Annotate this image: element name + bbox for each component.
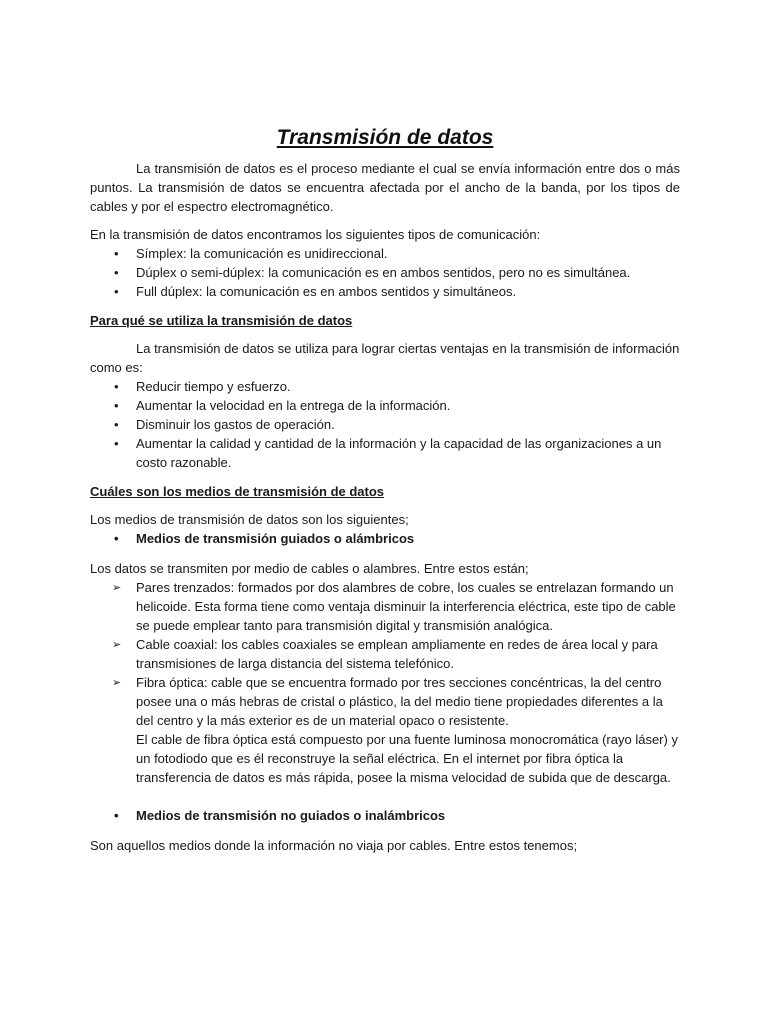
section-heading-uses: Para qué se utiliza la transmisión de datos — [90, 313, 353, 328]
guided-intro-paragraph: Los datos se transmiten por medio de cables o alambres. Entre estos están; — [90, 561, 529, 576]
intro-paragraph: La transmisión de datos es el proceso mediante el cual se envía información entre dos o más puntos. La transmisión de datos se encuentra afectada por el ancho de la banda, por los tipos de cables y por el espectro electromagnético. — [90, 161, 680, 214]
list-item: • Aumentar la velocidad en la entrega de la información. — [90, 396, 680, 415]
guided-media-list — [90, 578, 680, 787]
list-item: ➢ Pares trenzados: formados por dos alambres de cobre, los cuales se entrelazan formando un helicoide. Esta forma tiene como ventaja disminuir la interferencia eléctrica, este tipo de cable se puede emplear tanto para transmisión digital y transmisión analógica. — [90, 578, 680, 635]
types-intro-paragraph: En la transmisión de datos encontramos los siguientes tipos de comunicación: — [90, 227, 541, 242]
list-item: • Full dúplex: la comunicación es en ambos sentidos y simultáneos. — [90, 282, 680, 301]
subsection-heading-unguided: • Medios de transmisión no guiados o inalámbricos — [90, 806, 680, 825]
guided-media-heading-list — [90, 529, 680, 548]
uses-paragraph: La transmisión de datos se utiliza para lograr ciertas ventajas en la transmisión de información como es: — [90, 341, 680, 375]
list-item: • Disminuir los gastos de operación. — [90, 415, 680, 434]
list-item: • Dúplex o semi-dúplex: la comunicación es en ambos sentidos, pero no es simultánea. — [90, 263, 680, 282]
list-item: • Símplex: la comunicación es unidireccional. — [90, 244, 680, 263]
advantages-list — [90, 377, 680, 472]
unguided-media-heading-list — [90, 806, 680, 825]
list-item: ➢ Cable coaxial: los cables coaxiales se emplean ampliamente en redes de área local y para transmisiones de larga distancia del sistema telefónico. — [90, 635, 680, 673]
subsection-heading-guided: • Medios de transmisión guiados o alámbricos — [90, 529, 680, 548]
page-title: Transmisión de datos — [276, 126, 494, 149]
list-item: • Reducir tiempo y esfuerzo. — [90, 377, 680, 396]
list-item: • Aumentar la calidad y cantidad de la información y la capacidad de las organizaciones a un costo razonable. — [90, 434, 680, 472]
communication-types-list — [90, 244, 680, 301]
list-item — [90, 673, 680, 787]
unguided-intro-paragraph: Son aquellos medios donde la información no viaja por cables. Entre estos tenemos; — [90, 838, 578, 853]
fiber-optic-continuation: El cable de fibra óptica está compuesto por una fuente luminosa monocromática (rayo láser) y un fotodiodo que es él reconstruye la señal eléctrica. En el internet por fibra óptica la transferencia de datos es más rápida, posee la misma velocidad de subida que de descarga. — [136, 732, 678, 785]
section-heading-media: Cuáles son los medios de transmisión de datos — [90, 484, 385, 499]
media-intro-paragraph: Los medios de transmisión de datos son los siguientes; — [90, 512, 409, 527]
fiber-optic-description: ➢ Fibra óptica: cable que se encuentra formado por tres secciones concéntricas, la del centro posee una o más hebras de cristal o plástico, la del medio tiene propiedades diferentes a la del centro y la más exterior es de un material opaco o resistente. — [136, 675, 663, 728]
